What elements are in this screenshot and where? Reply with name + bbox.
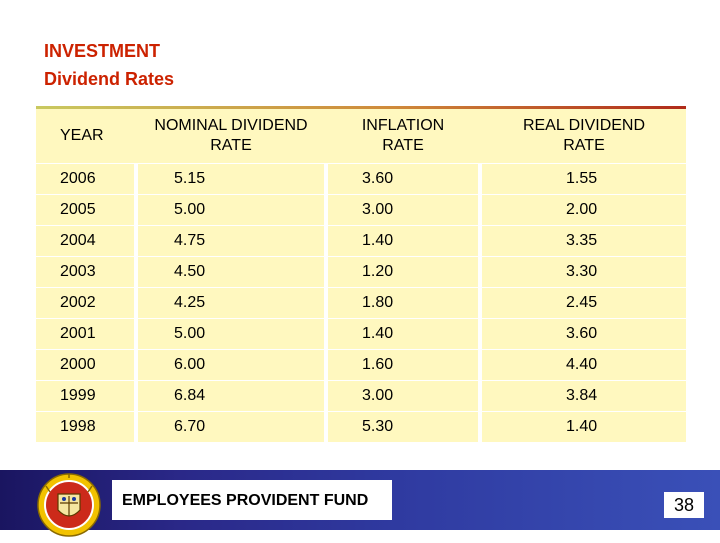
slide-title: INVESTMENT — [44, 41, 161, 61]
cell-nominal-rate: 4.50 — [138, 257, 324, 288]
cell-nominal-rate: 5.15 — [138, 164, 324, 195]
header-inflation-line2: RATE — [382, 137, 424, 154]
cell-real-rate: 3.84 — [482, 381, 686, 412]
cell-real-rate: 1.55 — [482, 164, 686, 195]
cell-nominal-rate: 4.75 — [138, 226, 324, 257]
header-real-line2: RATE — [563, 137, 605, 154]
header-nominal-line2: RATE — [210, 137, 252, 154]
header-real-line1: REAL DIVIDEND — [522, 117, 646, 134]
cell-inflation-rate: 1.60 — [328, 350, 478, 381]
header-nominal-line1: NOMINAL DIVIDEND — [154, 117, 308, 134]
cell-real-rate: 1.40 — [482, 412, 686, 443]
cell-real-rate: 3.60 — [482, 319, 686, 350]
cell-inflation-rate: 1.80 — [328, 288, 478, 319]
table-row — [36, 195, 686, 226]
header-inflation-line1: INFLATION — [361, 117, 445, 134]
cell-real-rate: 4.40 — [482, 350, 686, 381]
table-row — [36, 257, 686, 288]
header-real-rate — [482, 109, 686, 164]
cell-real-rate: 2.45 — [482, 288, 686, 319]
cell-nominal-rate: 6.00 — [138, 350, 324, 381]
cell-year: 2006 — [36, 164, 134, 195]
table-row — [36, 350, 686, 381]
cell-year: 2005 — [36, 195, 134, 226]
table-row — [36, 226, 686, 257]
cell-nominal-rate: 5.00 — [138, 195, 324, 226]
cell-year: 2004 — [36, 226, 134, 257]
cell-year: 2000 — [36, 350, 134, 381]
cell-real-rate: 3.30 — [482, 257, 686, 288]
page-number: 38 — [664, 492, 704, 518]
cell-inflation-rate: 3.60 — [328, 164, 478, 195]
cell-nominal-rate: 6.70 — [138, 412, 324, 443]
cell-nominal-rate: 6.84 — [138, 381, 324, 412]
cell-inflation-rate: 1.20 — [328, 257, 478, 288]
cell-nominal-rate: 4.25 — [138, 288, 324, 319]
cell-inflation-rate: 3.00 — [328, 195, 478, 226]
cell-inflation-rate: 1.40 — [328, 319, 478, 350]
cell-inflation-rate: 1.40 — [328, 226, 478, 257]
cell-inflation-rate: 3.00 — [328, 381, 478, 412]
cell-nominal-rate: 5.00 — [138, 319, 324, 350]
cell-real-rate: 3.35 — [482, 226, 686, 257]
cell-year: 1999 — [36, 381, 134, 412]
cell-year: 2003 — [36, 257, 134, 288]
table-row — [36, 412, 686, 443]
header-inflation-rate — [328, 109, 478, 164]
dividend-rates-table — [36, 109, 686, 442]
epf-crest-icon — [36, 472, 102, 543]
cell-year: 2002 — [36, 288, 134, 319]
cell-inflation-rate: 5.30 — [328, 412, 478, 443]
table-row — [36, 381, 686, 412]
table-row — [36, 164, 686, 195]
footer-organization: EMPLOYEES PROVIDENT FUND — [118, 492, 372, 510]
table-header-row — [36, 109, 686, 164]
header-nominal-rate — [138, 109, 324, 164]
cell-real-rate: 2.00 — [482, 195, 686, 226]
slide-subtitle: Dividend Rates — [44, 69, 175, 89]
cell-year: 1998 — [36, 412, 134, 443]
table-row — [36, 319, 686, 350]
table-row — [36, 288, 686, 319]
cell-year: 2001 — [36, 319, 134, 350]
header-year: YEAR — [36, 109, 134, 164]
